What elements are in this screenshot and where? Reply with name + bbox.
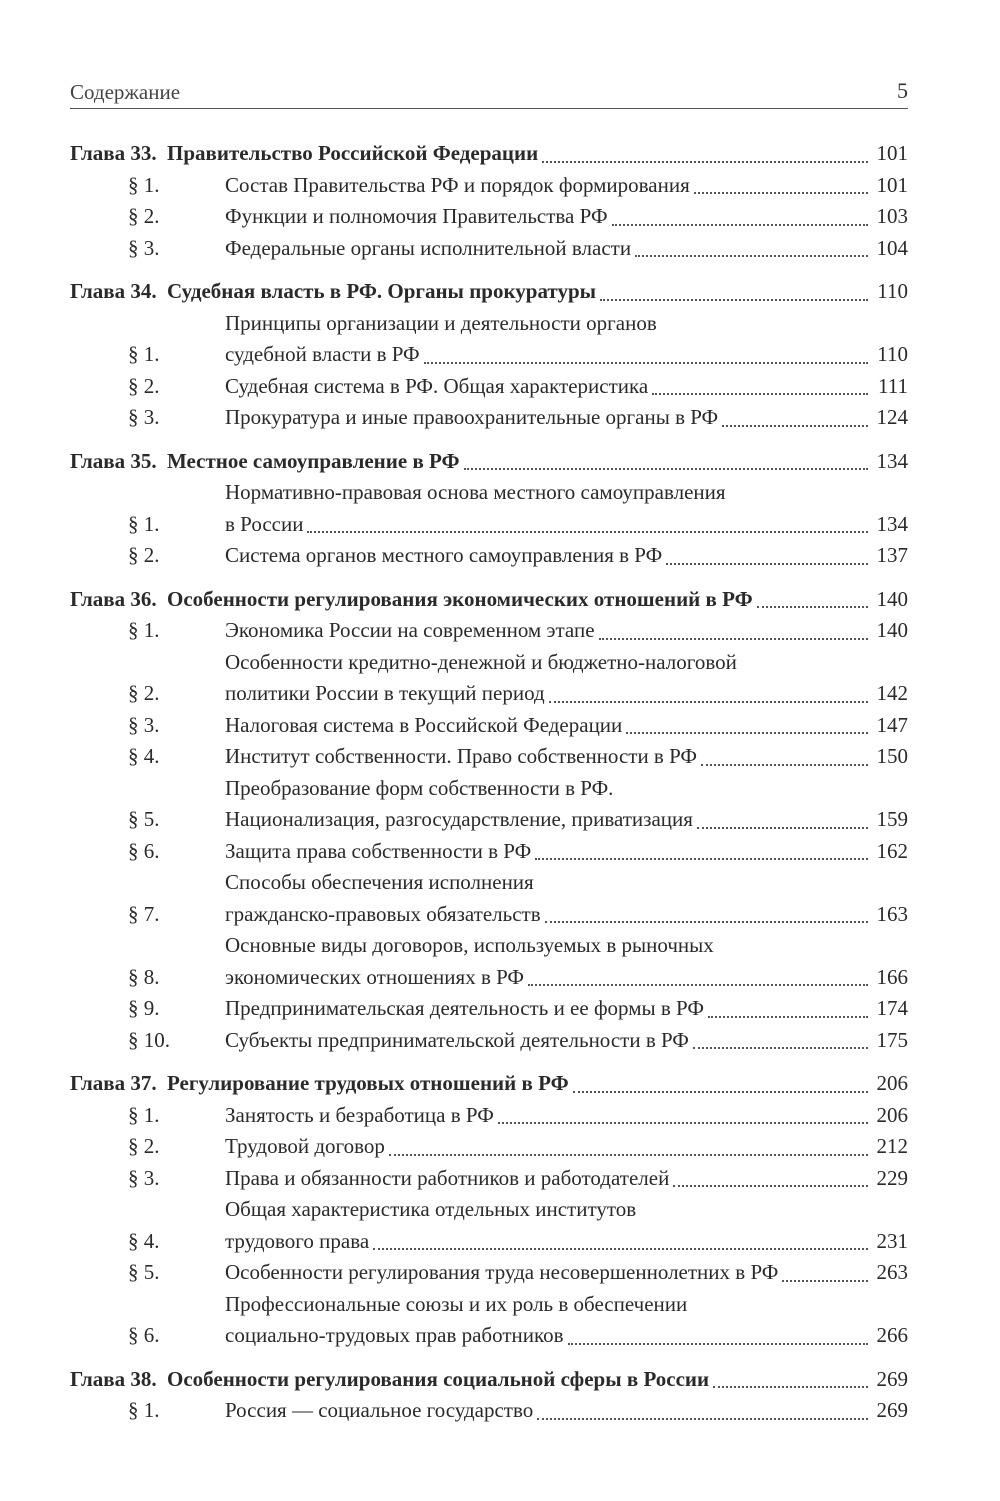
section-title-wrap [225, 1289, 872, 1352]
section-title-wrap [225, 170, 872, 202]
chapter-number: Глава 36. [70, 586, 157, 611]
toc-chapter-entry[interactable] [70, 138, 908, 170]
chapter-title-wrap [167, 276, 872, 308]
toc-section-entry[interactable] [70, 993, 908, 1025]
dot-leader [600, 299, 868, 301]
section-title-last-line [225, 1395, 872, 1427]
section-title-last-line [225, 1257, 872, 1289]
section-title-wrap [225, 402, 872, 434]
section-page-number: 162 [876, 838, 908, 863]
chapter-number: Глава 35. [70, 448, 157, 473]
section-number: § 4. [128, 1228, 160, 1253]
section-title-line: Занятость и безработица в РФ [225, 1102, 494, 1127]
section-page-number: 159 [876, 807, 908, 831]
section-title-wrap [225, 773, 872, 836]
section-title-line: Защита права собственности в РФ [225, 838, 532, 863]
section-title-line: Экономика России на современном этапе [225, 618, 595, 642]
section-page-number: 266 [876, 1323, 908, 1347]
section-number: § 1. [128, 342, 160, 366]
dot-leader [673, 1185, 868, 1187]
section-number: § 3. [128, 712, 160, 737]
section-page-number: 175 [876, 1027, 908, 1052]
chapter-page-number: 269 [876, 1366, 908, 1391]
section-title-line: Права и обязанности работников и работодателей [225, 1165, 670, 1190]
section-title-line: Преобразование форм собственности в РФ. [225, 775, 614, 800]
section-title-line: Федеральные органы исполнительной власти [225, 235, 632, 260]
section-title-last-line [225, 1100, 872, 1132]
section-title-line: трудового права [225, 1228, 370, 1253]
section-page-number: 150 [876, 744, 908, 768]
section-title-line: политики России в текущий период [225, 681, 545, 705]
toc-section-entry[interactable] [70, 170, 908, 202]
section-title-wrap [225, 1131, 872, 1163]
section-number: § 2. [128, 1134, 160, 1158]
section-title-wrap [225, 308, 872, 371]
dot-leader [635, 255, 868, 257]
section-title-line: Состав Правительства РФ и порядок формирования [225, 172, 690, 197]
chapter-number: Глава 34. [70, 279, 157, 303]
chapter-page-number: 110 [877, 279, 908, 303]
section-number: § 2. [128, 543, 160, 567]
running-header [70, 74, 908, 109]
chapter-title-line [167, 138, 872, 170]
section-number: § 3. [128, 1165, 160, 1190]
chapter-title: Особенности регулирования социальной сферы в России [167, 1366, 710, 1391]
dot-leader [713, 1386, 868, 1388]
toc-chapter-entry[interactable] [70, 1364, 908, 1396]
chapter-title: Регулирование трудовых отношений в РФ [167, 1071, 569, 1095]
section-title-line: Профессиональные союзы и их роль в обеспечении [225, 1291, 688, 1316]
toc-section-entry[interactable] [70, 233, 908, 265]
toc-section-entry[interactable] [70, 1257, 908, 1289]
section-title-line: Нормативно-правовая основа местного самоуправления [225, 480, 726, 504]
chapter-title-line [167, 584, 872, 616]
section-number: § 7. [128, 901, 160, 926]
toc-section-entry[interactable] [70, 773, 908, 836]
section-page-number: 137 [876, 543, 908, 567]
section-title-last-line [225, 741, 872, 773]
section-title-last-line [225, 678, 872, 710]
section-page-number: 229 [876, 1165, 908, 1190]
running-header-title: Содержание [70, 80, 181, 104]
section-title-line: Функции и полномочия Правительства РФ [225, 204, 608, 228]
section-title-wrap [225, 710, 872, 742]
chapter-title: Особенности регулирования экономических отношений в РФ [167, 586, 753, 611]
toc-section-entry[interactable] [70, 402, 908, 434]
dot-leader [666, 563, 868, 565]
section-title-last-line [225, 1131, 872, 1163]
dot-leader [537, 1418, 868, 1420]
section-title-wrap [225, 371, 872, 403]
toc-section-entry[interactable] [70, 1395, 908, 1427]
section-title-last-line [225, 615, 872, 647]
section-title-last-line [225, 509, 872, 541]
chapter-title-wrap [167, 446, 872, 478]
toc-section-entry[interactable] [70, 836, 908, 868]
section-title-line: Россия — социальное государство [225, 1398, 534, 1422]
section-page-number: 140 [876, 618, 908, 642]
dot-leader [542, 161, 868, 163]
section-title-line: Общая характеристика отдельных институтов [225, 1197, 637, 1221]
dot-leader [568, 1343, 868, 1345]
section-title-last-line [225, 540, 872, 572]
toc-section-entry[interactable] [70, 201, 908, 233]
section-title-line: Институт собственности. Право собственности в РФ [225, 744, 698, 768]
toc-chapter-entry[interactable] [70, 584, 908, 616]
section-page-number: 124 [876, 405, 908, 429]
section-title-last-line [225, 836, 872, 868]
chapter-title-wrap [167, 1068, 872, 1100]
dot-leader [782, 1280, 868, 1282]
section-title-last-line [225, 1226, 872, 1258]
toc-section-entry[interactable] [70, 1163, 908, 1195]
toc-chapter [70, 276, 908, 434]
toc-chapter-entry[interactable] [70, 276, 908, 308]
section-title-line: гражданско-правовых обязательств [225, 901, 541, 926]
section-number: § 2. [128, 681, 160, 705]
section-number: § 2. [128, 204, 160, 228]
toc-section-entry[interactable] [70, 867, 908, 930]
toc-section-entry[interactable] [70, 1100, 908, 1132]
dot-leader [701, 764, 868, 766]
section-title-line: судебной власти в РФ [225, 342, 420, 366]
section-title-line: Принципы организации и деятельности органов [225, 310, 657, 335]
chapter-title: Судебная власть в РФ. Органы прокуратуры [167, 279, 597, 303]
section-title-wrap [225, 867, 872, 930]
toc-section-entry[interactable] [70, 1289, 908, 1352]
section-page-number: 206 [876, 1102, 908, 1127]
section-title-wrap [225, 1100, 872, 1132]
section-page-number: 147 [876, 712, 908, 737]
dot-leader [549, 701, 868, 703]
chapter-page-number: 101 [876, 141, 908, 165]
section-title-line: Система органов местного самоуправления в РФ [225, 543, 663, 567]
toc-section-entry[interactable] [70, 930, 908, 993]
section-title-line: Налоговая система в Российской Федерации [225, 712, 623, 737]
chapter-title-line [167, 446, 872, 478]
section-title-wrap [225, 741, 872, 773]
section-title-wrap [225, 1257, 872, 1289]
section-title-wrap [225, 647, 872, 710]
section-page-number: 166 [876, 964, 908, 989]
section-title-last-line [225, 993, 872, 1025]
chapter-title-line [167, 1364, 872, 1396]
section-title-line: Трудовой договор [225, 1134, 385, 1158]
section-page-number: 111 [878, 373, 908, 398]
chapter-page-number: 134 [876, 448, 908, 473]
section-number: § 8. [128, 964, 160, 989]
section-page-number: 212 [876, 1134, 908, 1158]
section-number: § 1. [128, 618, 160, 642]
section-title-line: экономических отношениях в РФ [225, 964, 525, 989]
section-number: § 1. [128, 172, 160, 197]
section-page-number: 101 [876, 172, 908, 197]
dot-leader [573, 1091, 868, 1093]
dot-leader [652, 393, 868, 395]
section-number: § 2. [128, 373, 160, 398]
section-page-number: 104 [876, 235, 908, 260]
section-page-number: 269 [876, 1398, 908, 1422]
toc-chapter-entry[interactable] [70, 446, 908, 478]
section-title-wrap [225, 1163, 872, 1195]
section-title-last-line [225, 339, 872, 371]
chapter-page-number: 206 [876, 1071, 908, 1095]
toc-chapter [70, 1364, 908, 1427]
toc-section-entry[interactable] [70, 1194, 908, 1257]
dot-leader [535, 858, 868, 860]
toc-section-entry[interactable] [70, 615, 908, 647]
section-number: § 3. [128, 405, 160, 429]
section-title-wrap [225, 540, 872, 572]
section-title-line: Основные виды договоров, используемых в рыночных [225, 933, 714, 957]
toc-section-entry[interactable] [70, 647, 908, 710]
section-title-last-line [225, 233, 872, 265]
section-number: § 5. [128, 1260, 160, 1284]
section-title-line: Предпринимательская деятельность и ее формы в РФ [225, 996, 704, 1020]
section-number: § 5. [128, 807, 160, 831]
chapter-number: Глава 38. [70, 1366, 157, 1391]
toc-section-entry[interactable] [70, 1025, 908, 1057]
section-title-last-line [225, 402, 872, 434]
chapter-number: Глава 37. [70, 1071, 157, 1095]
chapter-number: Глава 33. [70, 141, 157, 165]
section-page-number: 163 [876, 901, 908, 926]
section-title-wrap [225, 836, 872, 868]
section-number: § 6. [128, 1323, 160, 1347]
toc-section-entry[interactable] [70, 1131, 908, 1163]
section-title-last-line [225, 1163, 872, 1195]
section-title-last-line [225, 1025, 872, 1057]
section-page-number: 231 [876, 1228, 908, 1253]
chapter-title-wrap [167, 584, 872, 616]
toc-section-entry[interactable] [70, 308, 908, 371]
chapter-title: Местное самоуправление в РФ [167, 448, 460, 473]
toc-section-entry[interactable] [70, 477, 908, 540]
toc-chapter [70, 1068, 908, 1352]
section-page-number: 103 [876, 204, 908, 228]
chapter-title-wrap [167, 138, 872, 170]
section-number: § 1. [128, 1102, 160, 1127]
section-title-line: Национализация, разгосударствление, приватизация [225, 807, 693, 831]
dot-leader [722, 425, 868, 427]
section-page-number: 110 [877, 342, 908, 366]
toc-chapter [70, 584, 908, 1057]
section-title-line: Особенности регулирования труда несовершеннолетних в РФ [225, 1260, 779, 1284]
dot-leader [389, 1154, 868, 1156]
chapter-title: Правительство Российской Федерации [167, 141, 539, 165]
dot-leader [498, 1122, 868, 1124]
section-title-wrap [225, 477, 872, 540]
dot-leader [626, 732, 868, 734]
dot-leader [757, 606, 868, 608]
section-title-wrap [225, 201, 872, 233]
dot-leader [693, 1047, 868, 1049]
dot-leader [694, 192, 868, 194]
section-title-last-line [225, 371, 872, 403]
toc-chapter-entry[interactable] [70, 1068, 908, 1100]
section-number: § 10. [128, 1027, 170, 1052]
toc-section-entry[interactable] [70, 741, 908, 773]
dot-leader [697, 827, 868, 829]
section-page-number: 263 [876, 1260, 908, 1284]
section-title-line: Особенности кредитно-денежной и бюджетно-налоговой [225, 649, 737, 674]
section-title-line: Способы обеспечения исполнения [225, 870, 534, 894]
section-title-last-line [225, 899, 872, 931]
section-title-wrap [225, 615, 872, 647]
toc-chapter [70, 138, 908, 264]
toc-section-entry[interactable] [70, 540, 908, 572]
section-title-wrap [225, 233, 872, 265]
toc-section-entry[interactable] [70, 710, 908, 742]
section-number: § 4. [128, 744, 160, 768]
section-title-last-line [225, 710, 872, 742]
dot-leader [708, 1016, 868, 1018]
section-title-line: Прокуратура и иные правоохранительные органы в РФ [225, 405, 719, 429]
page-number: 5 [897, 78, 908, 103]
section-number: § 6. [128, 838, 160, 863]
dot-leader [599, 638, 868, 640]
section-title-wrap [225, 1194, 872, 1257]
dot-leader [424, 362, 868, 364]
dot-leader [528, 984, 868, 986]
section-title-line: социально-трудовых прав работников [225, 1323, 564, 1347]
section-title-wrap [225, 1395, 872, 1427]
section-title-last-line [225, 962, 872, 994]
toc-section-entry[interactable] [70, 371, 908, 403]
section-title-wrap [225, 993, 872, 1025]
section-page-number: 134 [876, 511, 908, 536]
section-title-last-line [225, 170, 872, 202]
dot-leader [545, 921, 868, 923]
section-title-last-line [225, 1320, 872, 1352]
dot-leader [464, 468, 868, 470]
section-title-wrap [225, 930, 872, 993]
section-number: § 1. [128, 1398, 160, 1422]
section-title-wrap [225, 1025, 872, 1057]
dot-leader [612, 224, 868, 226]
chapter-title-line [167, 276, 872, 308]
chapter-page-number: 140 [876, 586, 908, 611]
chapter-title-line [167, 1068, 872, 1100]
section-page-number: 174 [876, 996, 908, 1020]
chapter-title-wrap [167, 1364, 872, 1396]
section-title-line: Субъекты предпринимательской деятельности в РФ [225, 1027, 689, 1052]
section-number: § 9. [128, 996, 160, 1020]
section-title-line: в России [225, 511, 304, 536]
section-number: § 1. [128, 511, 160, 536]
section-title-last-line [225, 201, 872, 233]
dot-leader [307, 531, 868, 533]
section-page-number: 142 [876, 681, 908, 705]
dot-leader [373, 1248, 868, 1250]
toc-chapter [70, 446, 908, 572]
table-of-contents [70, 138, 908, 1439]
section-title-line: Судебная система в РФ. Общая характеристика [225, 373, 649, 398]
section-number: § 3. [128, 235, 160, 260]
section-title-last-line [225, 804, 872, 836]
